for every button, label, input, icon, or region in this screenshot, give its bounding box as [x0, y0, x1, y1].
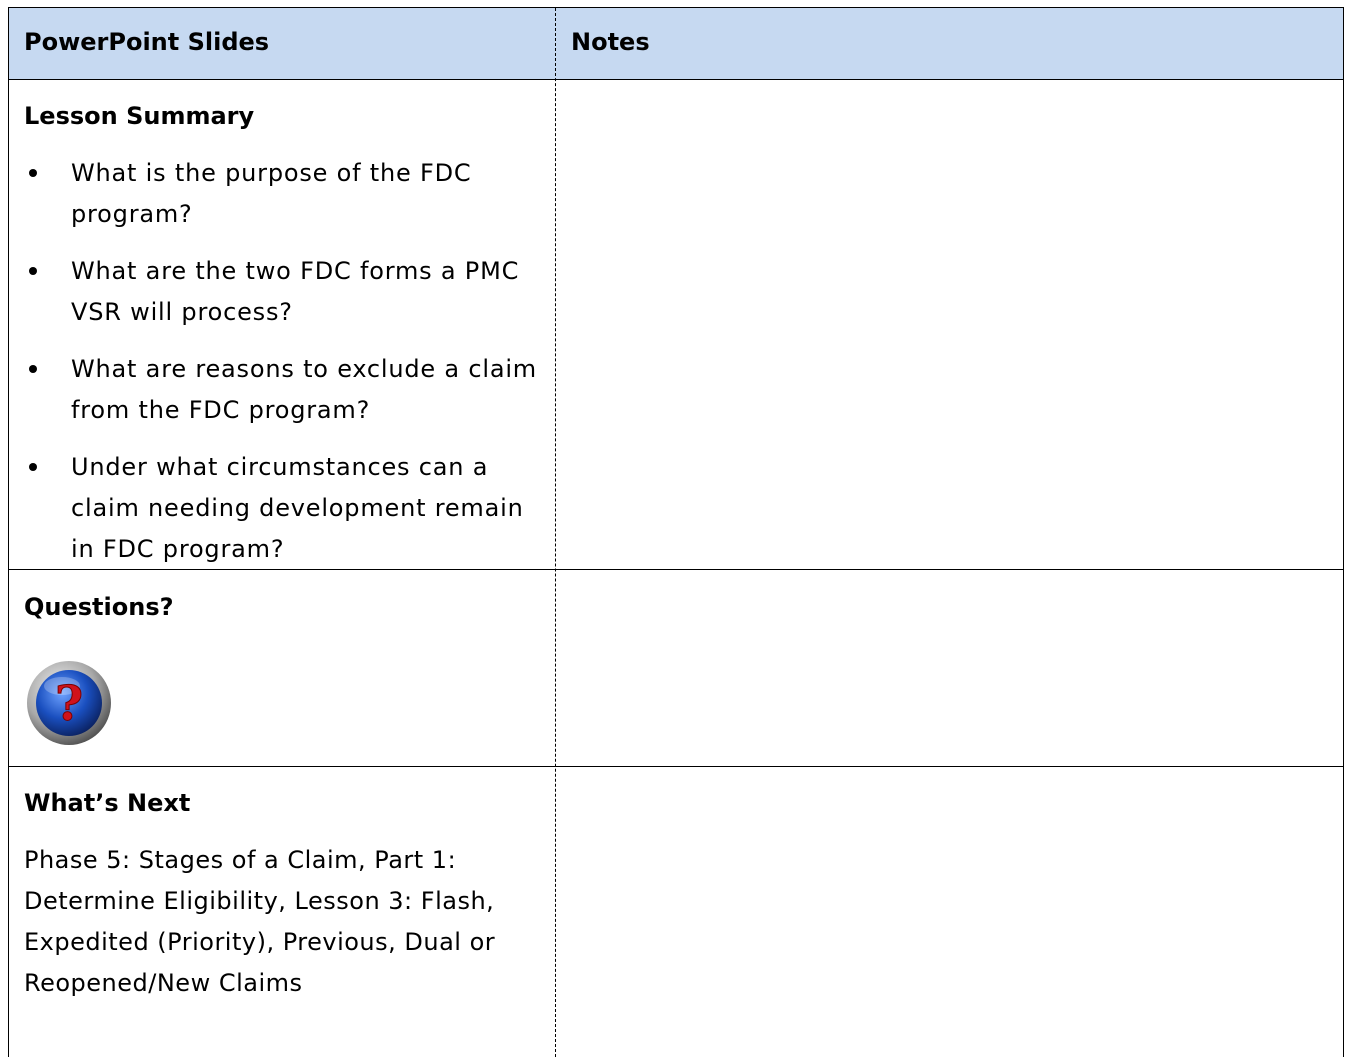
column-divider — [555, 8, 556, 1057]
row-separator — [9, 766, 1343, 767]
bullet-icon — [29, 463, 37, 471]
lesson-summary-item: What are the two FDC forms a PMC VSR will process? — [71, 257, 520, 326]
questions-title: Questions? — [24, 593, 174, 621]
lesson-summary-item: What is the purpose of the FDC program? — [71, 159, 472, 228]
whats-next-text: Phase 5: Stages of a Claim, Part 1: Determine Eligibility, Lesson 3: Flash, Expedited (Priority), Previous, Dual or Reopened/New Claims — [24, 846, 496, 997]
question-mark-icon — [26, 660, 112, 746]
header-notes: Notes — [571, 28, 650, 56]
table-header — [9, 8, 1343, 80]
lesson-summary-item: What are reasons to exclude a claim from the FDC program? — [71, 355, 537, 424]
svg-text:?: ? — [54, 676, 84, 732]
slides-notes-table — [8, 7, 1344, 1057]
row-separator — [9, 569, 1343, 570]
bullet-icon — [29, 365, 37, 373]
whats-next-title: What’s Next — [24, 789, 191, 817]
bullet-icon — [29, 267, 37, 275]
lesson-summary-item: Under what circumstances can a claim needing development remain in FDC program? — [71, 453, 524, 563]
header-powerpoint-slides: PowerPoint Slides — [24, 28, 270, 56]
lesson-summary-title: Lesson Summary — [24, 102, 255, 130]
bullet-icon — [29, 169, 37, 177]
